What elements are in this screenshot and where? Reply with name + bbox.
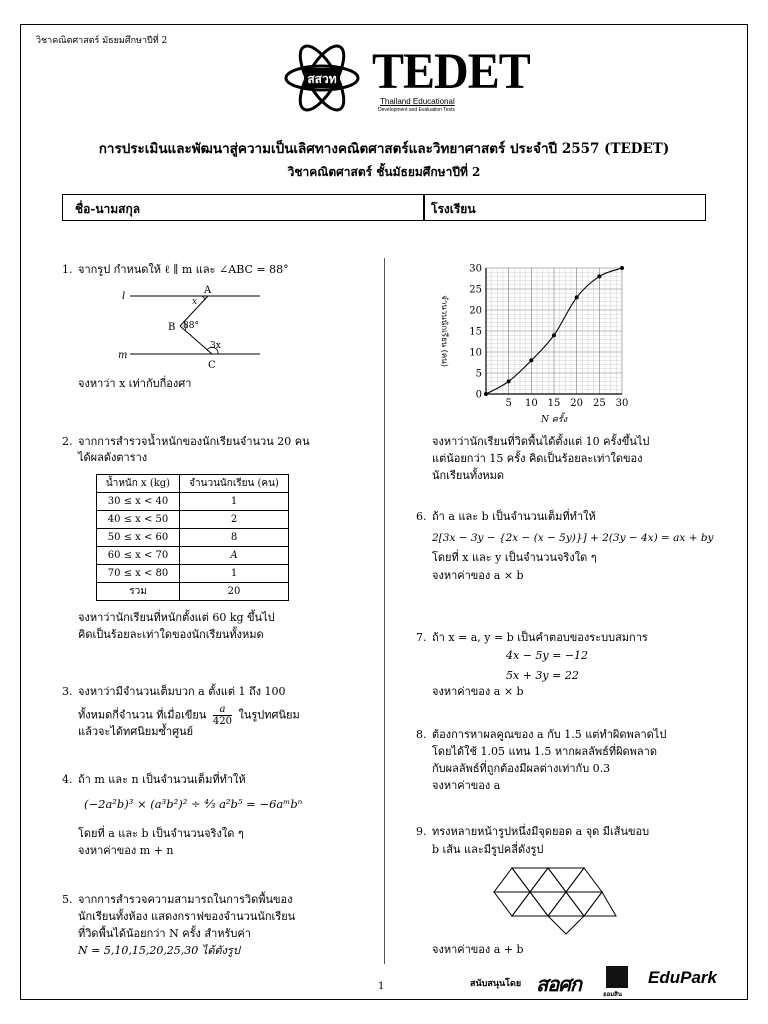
q4-line2: โดยที่ a และ b เป็นจำนวนจริงใด ๆ (78, 827, 244, 840)
question-6 (416, 509, 596, 525)
q1-label-m: m (118, 350, 128, 361)
q5-number: 5. (62, 893, 73, 906)
x-tick-label: 15 (547, 398, 561, 409)
data-point (484, 392, 488, 396)
q7-number: 7. (416, 631, 427, 644)
y-tick-label: 20 (469, 305, 482, 317)
q2-ask1: จงหาว่านักเรียนที่หนักตั้งแต่ 60 kg ขึ้นไป (78, 611, 275, 624)
table-cell: 1 (180, 493, 289, 511)
brand-tedet: TEDET (372, 43, 530, 100)
q1-label-C: C (208, 360, 216, 371)
question-8 (416, 727, 666, 743)
x-tick-label: 25 (592, 398, 606, 409)
table-cell: 70 ≤ x < 80 (97, 565, 180, 583)
page-subtitle: วิชาคณิตศาสตร์ ชั้นมัธยมศึกษาปีที่ 2 (287, 165, 481, 179)
table-row (97, 529, 289, 547)
q1-label-3x: 3x (210, 341, 221, 351)
table-cell: A (180, 547, 289, 565)
data-point (552, 333, 556, 337)
q8-ask: จงหาค่าของ a (432, 779, 501, 792)
sponsor-logo-1: สอศก (536, 974, 582, 996)
table-header: น้ำหนัก x (kg) (97, 475, 180, 493)
q3-frac-num: a (213, 704, 232, 716)
y-tick-label: 10 (469, 347, 482, 359)
q1-label-angle: 88° (183, 321, 199, 331)
q4-equation: (−2a²b)³ × (a³b²)² ÷ ⁴⁄₃ a²b⁵ = −6aᵐbⁿ (84, 797, 303, 811)
y-tick-label: 25 (469, 284, 482, 296)
y-tick-label: 30 (469, 263, 482, 275)
table-cell: 20 (180, 583, 289, 601)
q3-number: 3. (62, 685, 73, 698)
q8-number: 8. (416, 728, 427, 741)
q8-line1: ต้องการหาผลคูณของ a กับ 1.5 แต่ทำผิดพลาดไป (432, 728, 667, 741)
q3-fraction (213, 704, 232, 727)
y-tick-label: 15 (469, 326, 482, 338)
logo-text: สสวท (307, 72, 337, 86)
brand-sub2: Development and Evaluation Tests (378, 107, 455, 113)
q9-net-figure (490, 864, 620, 936)
x-tick-label: 5 (505, 398, 512, 409)
question-4 (62, 772, 246, 788)
q1-label-x: x (192, 297, 198, 307)
sponsor-logo-2-icon (606, 966, 628, 988)
q5-chart (428, 258, 638, 426)
sponsor-logo-2: ออมสิน (603, 991, 622, 998)
table-cell: 2 (180, 511, 289, 529)
q2-ask2: คิดเป็นร้อยละเท่าใดของนักเรียนทั้งหมด (78, 628, 264, 641)
chart-grid (486, 268, 622, 394)
q5-line3: ที่วิดพื้นได้น้อยกว่า N ครั้ง สำหรับค่า (78, 927, 251, 940)
x-tick-label: 20 (570, 398, 584, 409)
q8-line3: กับผลลัพธ์ที่ถูกต้องมีผลต่างเท่ากับ 0.3 (432, 762, 611, 775)
y-tick-label: 5 (475, 368, 482, 380)
q1-label-B: B (168, 322, 176, 333)
q4-ask: จงหาค่าของ m + n (78, 844, 174, 857)
question-2 (62, 434, 310, 450)
x-tick-label: 10 (524, 398, 538, 409)
q1-number: 1. (62, 263, 73, 276)
table-cell: รวม (97, 583, 180, 601)
q6-ask: จงหาค่าของ a × b (432, 569, 524, 582)
table-header: จำนวนนักเรียน (คน) (180, 475, 289, 493)
q6-line1: ถ้า a และ b เป็นจำนวนเต็มที่ทำให้ (432, 510, 596, 523)
namebox-separator (423, 195, 425, 220)
q7-eq2: 5x + 3y = 22 (506, 669, 579, 682)
q7-ask: จงหาค่าของ a × b (432, 685, 524, 698)
x-tick-label: 30 (615, 398, 629, 409)
q2-line1: จากการสำรวจน้ำหนักของนักเรียนจำนวน 20 คน (78, 435, 310, 448)
q1-text: จากรูป กำหนดให้ ℓ ∥ m และ ∠ABC = 88° (78, 263, 289, 276)
table-cell: 1 (180, 565, 289, 583)
data-point (597, 274, 601, 278)
question-9 (416, 824, 649, 840)
ipst-logo (282, 40, 362, 116)
q7-line1: ถ้า x = a, y = b เป็นคำตอบของระบบสมการ (432, 631, 648, 644)
q3-line3: แล้วจะได้ทศนิยมซ้ำศูนย์ (78, 725, 194, 738)
q3-line2b: ในรูปทศนิยม (238, 708, 300, 722)
q1-label-A: A (204, 285, 212, 296)
table-row (97, 493, 289, 511)
chart-ylabel: จำนวนนักเรียน (คน) (440, 295, 449, 367)
name-school-box (62, 194, 706, 221)
q2-line2: ได้ผลดังตาราง (78, 451, 148, 464)
q4-number: 4. (62, 773, 73, 786)
q9-number: 9. (416, 825, 427, 838)
table-cell: 50 ≤ x < 60 (97, 529, 180, 547)
sponsor-label: สนับสนุนโดย (470, 979, 522, 989)
q5-ask2: แต่น้อยกว่า 15 ครั้ง คิดเป็นร้อยละเท่าใดของ (432, 452, 643, 465)
q6-line2: โดยที่ x และ y เป็นจำนวนจริงใด ๆ (432, 551, 597, 564)
table-header-row (97, 475, 289, 493)
chart-ticks (469, 264, 628, 410)
q7-eq1: 4x − 5y = −12 (506, 649, 589, 662)
table-row (97, 511, 289, 529)
q8-line2: โดยได้ใช้ 1.05 แทน 1.5 หากผลลัพธ์ที่ผิดพลาด (432, 745, 657, 758)
q2-number: 2. (62, 435, 73, 448)
q2-table (96, 474, 289, 601)
brand-sub1: Thailand Educational (380, 97, 455, 106)
table-cell: 8 (180, 529, 289, 547)
q1-figure (110, 282, 270, 374)
sponsor-logo-3: EduPark (648, 968, 717, 987)
q6-equation: 2[3x − 3y − {2x − (x − 5y)}] + 2(3y − 4x) = ax + by (432, 532, 714, 544)
question-3 (62, 684, 285, 700)
data-point (620, 266, 624, 270)
q5-line1: จากการสำรวจความสามารถในการวิดพื้นของ (78, 893, 293, 906)
q4-line1: ถ้า m และ n เป็นจำนวนเต็มที่ทำให้ (78, 773, 246, 786)
table-cell: 60 ≤ x < 70 (97, 547, 180, 565)
question-5 (62, 892, 293, 908)
q3-line1: จงหาว่ามีจำนวนเต็มบวก a ตั้งแต่ 1 ถึง 100 (78, 685, 286, 698)
table-row (97, 583, 289, 601)
chart-xlabel: N ครั้ง (541, 415, 567, 425)
q9-line2: b เส้น และมีรูปคลี่ดังรูป (432, 843, 544, 856)
table-cell: 30 ≤ x < 40 (97, 493, 180, 511)
page-number: 1 (378, 981, 385, 992)
q1-ask: จงหาว่า x เท่ากับกี่องศา (78, 377, 192, 390)
q5-line4: N = 5,10,15,20,25,30 ได้ดังรูป (78, 944, 240, 957)
table-cell: 40 ≤ x < 50 (97, 511, 180, 529)
q3-frac-den: 420 (212, 716, 232, 727)
data-point (575, 295, 579, 299)
q5-line2: นักเรียนทั้งห้อง แสดงกราฟของจำนวนนักเรียน (78, 910, 296, 923)
data-point (507, 379, 511, 383)
column-divider (384, 258, 385, 964)
q3-line2a: ทั้งหมดกี่จำนวน ที่เมื่อเขียน (78, 708, 207, 722)
header-small-text: วิชาคณิตศาสตร์ มัธยมศึกษาปีที่ 2 (36, 36, 168, 46)
q5-ask1: จงหาว่านักเรียนที่วิดพื้นได้ตั้งแต่ 10 ครั้งขึ้นไป (432, 435, 650, 448)
name-label: ชื่อ-นามสกุล (75, 202, 141, 216)
q5-ask3: นักเรียนทั้งหมด (432, 469, 505, 482)
data-point (529, 358, 533, 362)
table-row (97, 547, 289, 565)
y-tick-label: 0 (475, 389, 482, 401)
school-label: โรงเรียน (431, 202, 476, 216)
page-title: การประเมินและพัฒนาสู่ความเป็นเลิศทางคณิตศาสตร์และวิทยาศาสตร์ ประจำปี 2557 (TEDET) (98, 141, 670, 157)
q1-label-l: l (122, 291, 126, 302)
q9-line1: ทรงหลายหน้ารูปหนึ่งมีจุดยอด a จุด มีเส้นขอบ (432, 825, 650, 838)
table-row (97, 565, 289, 583)
question-1 (62, 262, 289, 278)
question-7 (416, 630, 648, 646)
q9-ask: จงหาค่าของ a + b (432, 943, 524, 956)
q6-number: 6. (416, 510, 427, 523)
